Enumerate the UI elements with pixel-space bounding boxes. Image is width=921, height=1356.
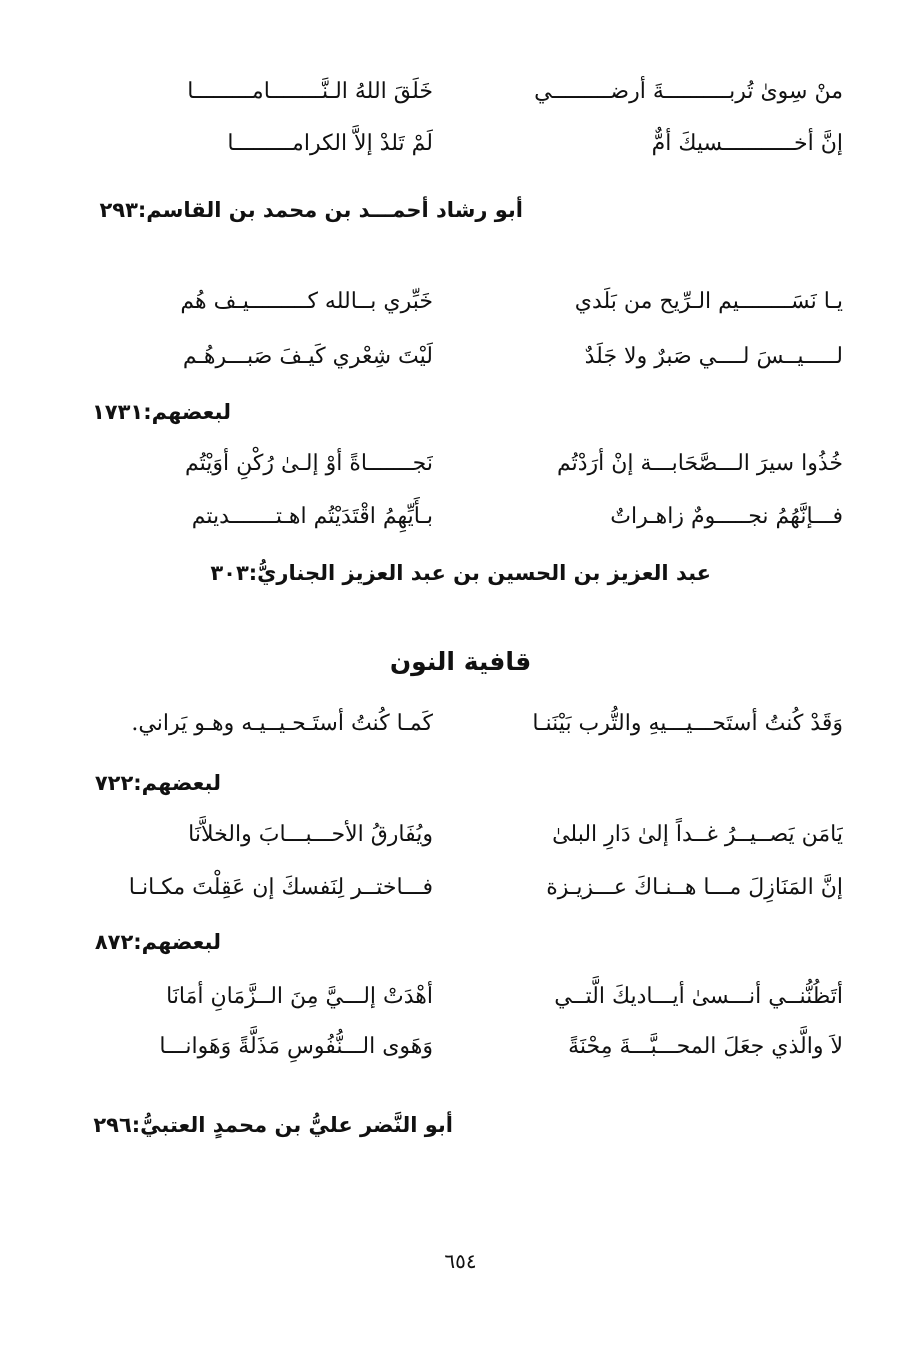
second-hemistich: أهْدَتْ إلـــيَّ مِنَ الــزَّمَانِ أمَانَا [166,984,433,1009]
verse-line [78,1025,843,1069]
second-hemistich: فـــاختــر لِنَفسكَ إن عَقِلْتَ مكـانـا [128,875,433,900]
second-hemistich: ويُفَارقُ الأحـــبـــابَ والخلاَّنَا [188,822,433,847]
verse-line [78,280,843,324]
section-title: قافية النون [389,647,532,676]
first-hemistich: وَقَدْ كُنتُ أستَحـــيـــيهِ والتُّرب بَيْنَنـا [532,711,843,736]
verse-line [78,495,843,539]
page-number: ٦٥٤ [444,1249,477,1273]
poet-attribution: أبو رشاد أحمـــد بن محمد بن القاسم:٢٩٣ [99,198,523,222]
verse-line [78,122,843,166]
poet-attribution: أبو النَّضر عليُّ بن محمدٍ العتبيُّ:٢٩٦ [93,1113,453,1137]
first-hemistich: فـــإنَّهُمُ نجـــــومٌ زاهـراتٌ [610,504,843,529]
second-hemistich: وَهَوى الـــنُّفُوسِ مَذَلَّةً وَهَوانـــا [159,1034,433,1059]
verse-line [78,702,843,746]
second-hemistich: خَلَقَ اللهُ الـنَّــــــــامـــــــــا [187,79,433,104]
first-hemistich: لـــــيــسَ لــــي صَبرٌ ولا جَلَدٌ [584,344,843,369]
second-hemistich: كَمـا كُنتُ أستَـحـيــيـه وهـو يَراني. [131,711,433,736]
poet-attribution: لبعضهم:٧٢٢ [94,771,221,795]
poet-attribution: لبعضهم:٨٧٢ [94,930,221,954]
verse-line [78,442,843,486]
verse-line [78,70,843,114]
verse-line [78,866,843,910]
second-hemistich: لَمْ تَلدْ إلاَّ الكرامـــــــــا [227,131,433,156]
second-hemistich: خَبِّري بــالله كـــــــــيـف هُم [180,289,433,314]
first-hemistich: خُذُوا سيرَ الـــصَّحَابـــة إنْ أرَدْتُم [556,451,843,476]
first-hemistich: لاَ والَّذي جعَلَ المحـــبَّـــةَ مِحْنَةً [568,1034,843,1059]
first-hemistich: إنَّ المَنَازِلَ مـــا هــنـاكَ عـــزيـزة [546,875,843,900]
poet-attribution: عبد العزيز بن الحسين بن عبد العزيز الجناريُّ:٣٠٣ [210,561,711,585]
first-hemistich: يَامَن يَصــيــرُ غــداً إلىٰ دَارِ البلىٰ [552,822,843,847]
verse-line [78,335,843,379]
poet-attribution: لبعضهم:١٧٣١ [91,400,231,424]
second-hemistich: نَجـــــــاةً أوْ إلـىٰ رُكْنِ أوَيْتُم [185,451,433,476]
first-hemistich: منْ سِوىٰ تُربــــــــــةَ أرضـــــــــي [534,79,843,104]
first-hemistich: أتَظُنُّنــي أنـــسىٰ أيـــاديكَ الَّتــي [554,984,843,1009]
second-hemistich: بـأَيِّهِمُ اقْتَدَيْتُم اهـتـــــــديتم [191,504,433,529]
verse-line [78,975,843,1019]
first-hemistich: يـا نَسَــــــــيم الـرِّيح من بَلَدي [574,289,843,314]
verse-line [78,813,843,857]
first-hemistich: إنَّ أخـــــــــــسيكَ أمٌّ [651,131,843,156]
second-hemistich: لَيْتَ شِعْري كَيـفَ صَبـــرهُـم [182,344,433,369]
